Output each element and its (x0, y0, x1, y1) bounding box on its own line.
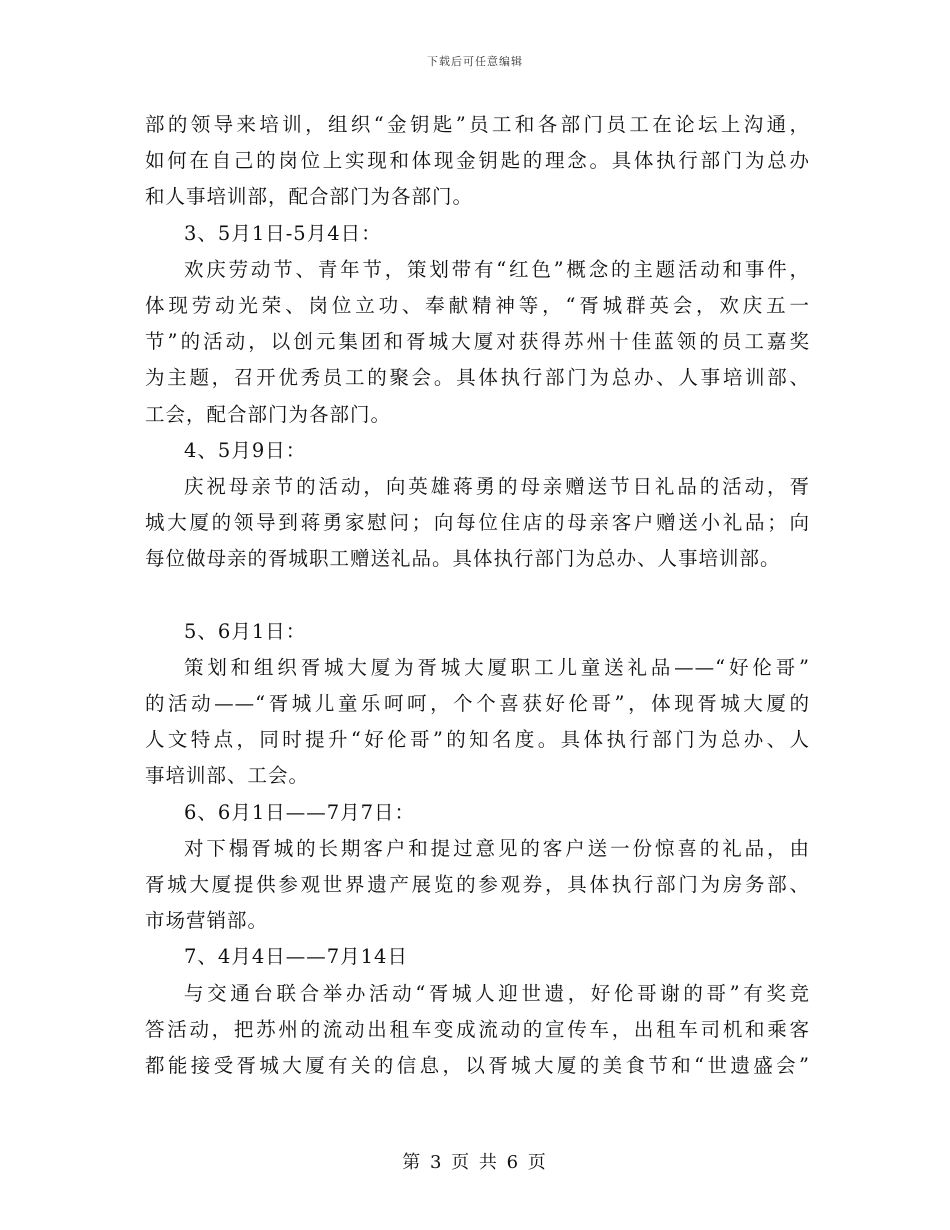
blank-line (145, 577, 810, 613)
body-line: 策划和组织胥城大厦为胥城大厦职工儿童送礼品——“好伦哥” (184, 655, 810, 679)
body-line: 事培训部、工会。 (145, 764, 310, 788)
body-line: 如何在自己的岗位上实现和体现金钥匙的理念。具体执行部门为总办 (145, 149, 810, 173)
body-line: 工会，配合部门为各部门。 (145, 402, 392, 426)
section-heading: 6、6月1日——7月7日： (184, 800, 416, 824)
body-line: 城大厦的领导到蒋勇家慰问；向每位住店的母亲客户赠送小礼品；向 (145, 511, 810, 535)
body-line: 人文特点，同时提升“好伦哥”的知名度。具体执行部门为总办、人 (145, 728, 810, 752)
body-line: 节”的活动，以创元集团和胥城大厦对获得苏州十佳蓝领的员工嘉奖 (145, 330, 810, 354)
body-line: 庆祝母亲节的活动，向英雄蒋勇的母亲赠送节日礼品的活动，胥 (184, 474, 810, 498)
section-heading: 5、6月1日： (184, 619, 307, 643)
body-line: 对下榻胥城的长期客户和提过意见的客户送一份惊喜的礼品，由 (184, 836, 810, 860)
body-line: 都能接受胥城大厦有关的信息，以胥城大厦的美食节和“世遗盛会” (145, 1053, 810, 1077)
body-line: 胥城大厦提供参观世界遗产展览的参观券，具体执行部门为房务部、 (145, 872, 810, 896)
body-line: 和人事培训部，配合部门为各部门。 (145, 185, 474, 209)
page-header: 下载后可任意编辑 (427, 55, 523, 68)
section-heading: 7、4月4日——7月14日 (184, 945, 408, 969)
body-line: 的活动——“胥城儿童乐呵呵，个个喜获好伦哥”，体现胥城大厦的 (145, 692, 810, 715)
body-line: 每位做母亲的胥城职工赠送礼品。具体执行部门为总办、人事培训部。 (145, 547, 781, 571)
body-line: 体现劳动光荣、岗位立功、奉献精神等，“胥城群英会，欢庆五一 (145, 293, 810, 317)
section-heading: 3、5月1日-5月4日： (184, 221, 382, 245)
body-line: 欢庆劳动节、青年节，策划带有“红色”概念的主题活动和事件， (184, 257, 810, 281)
page-footer: 第 3 页 共 6 页 (402, 1152, 548, 1173)
body-line: 答活动，把苏州的流动出租车变成流动的宣传车，出租车司机和乘客 (145, 1017, 810, 1041)
document-body (145, 107, 810, 1084)
section-heading: 4、5月9日： (184, 438, 307, 462)
body-line: 与交通台联合举办活动“胥城人迎世遗，好伦哥谢的哥”有奖竞 (184, 981, 810, 1005)
body-line: 部的领导来培训，组织“金钥匙”员工和各部门员工在论坛上沟通， (145, 113, 810, 136)
body-line: 为主题，召开优秀员工的聚会。具体执行部门为总办、人事培训部、 (145, 366, 810, 390)
body-line: 市场营销部。 (145, 909, 269, 933)
